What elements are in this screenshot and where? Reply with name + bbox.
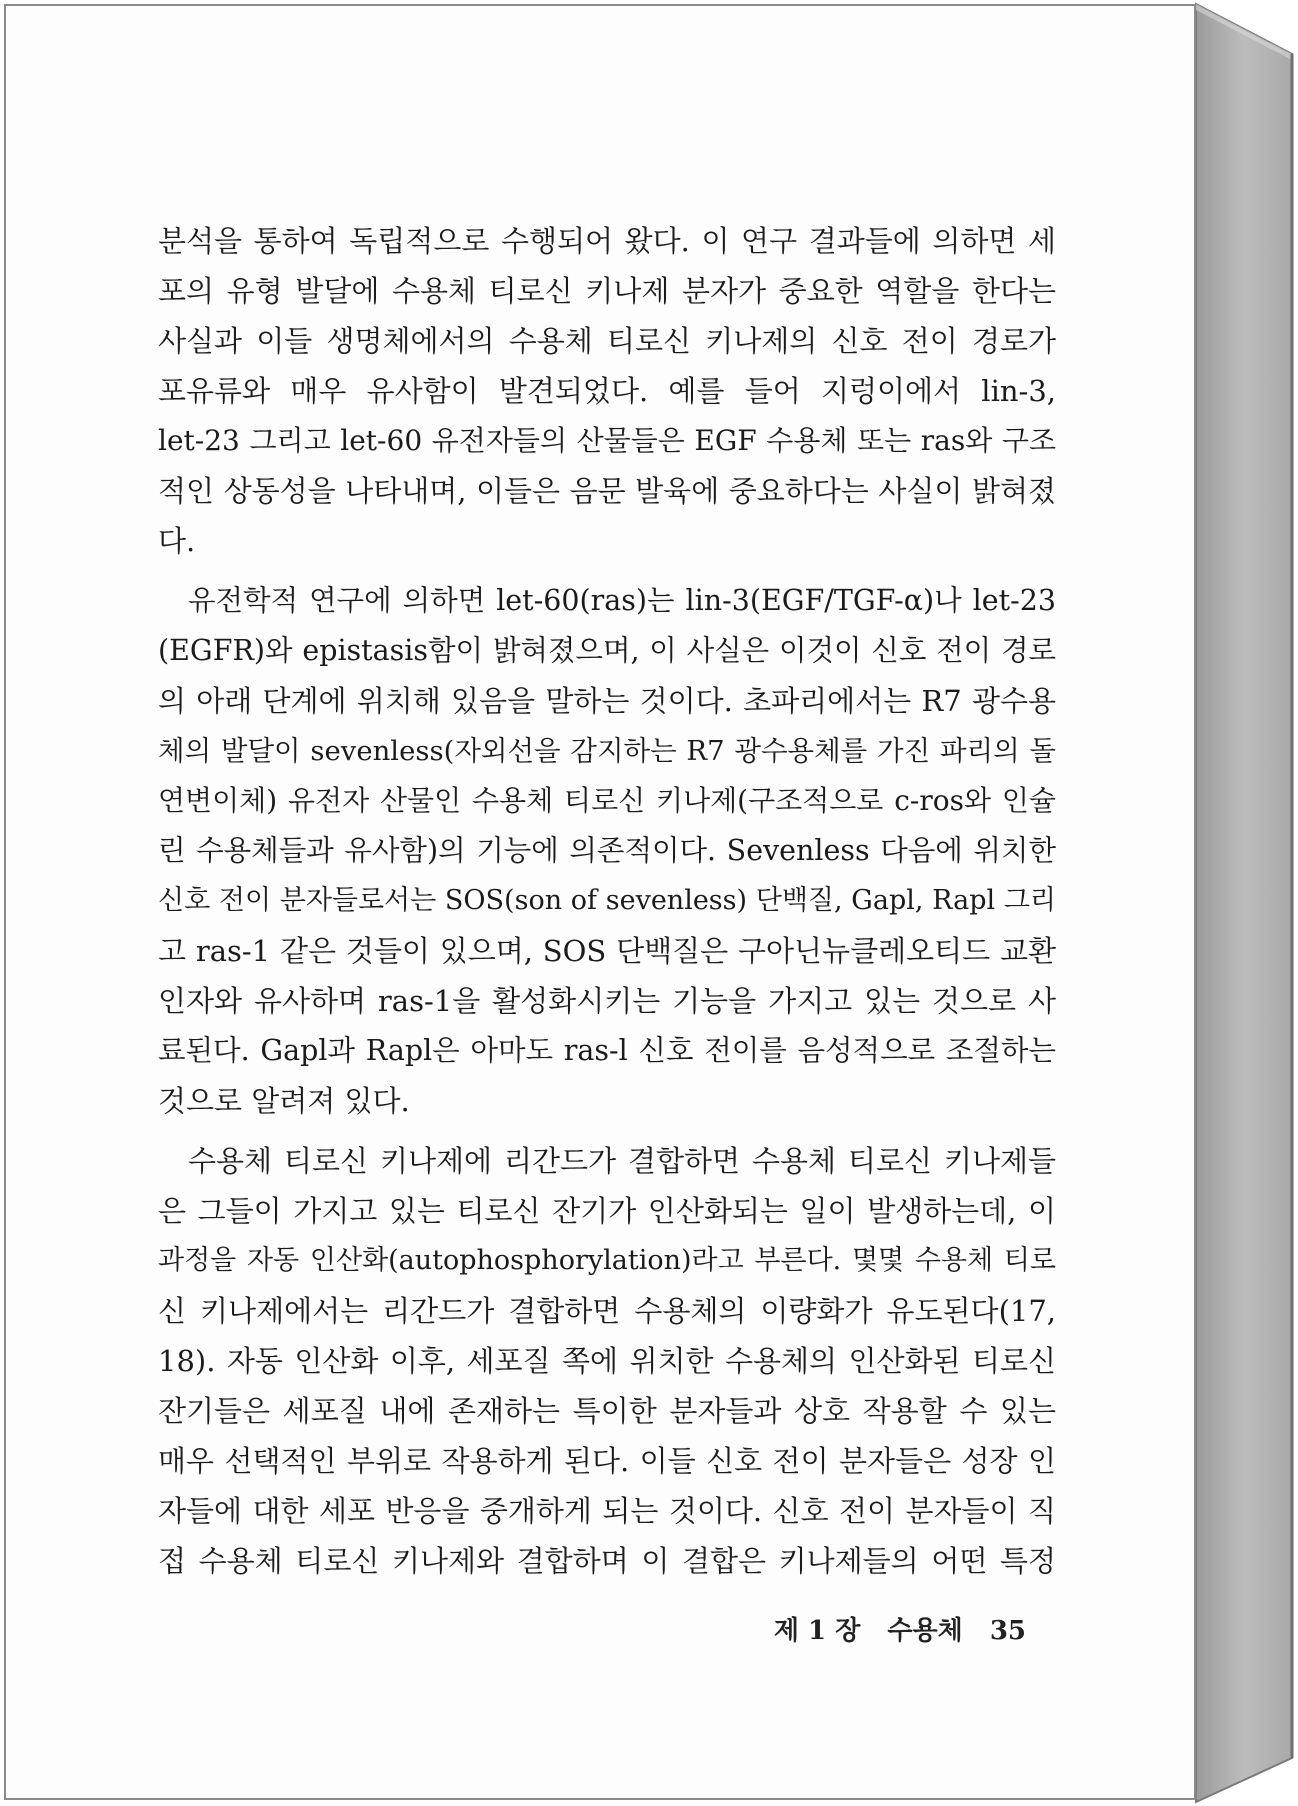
text-line: 체의 발달이 sevenless(자외선을 감지하는 R7 광수용체를 가진 파리의 돌	[158, 735, 1056, 767]
chapter-title: 수용체	[887, 1616, 963, 1646]
text-line: (EGFR)와 epistasis함이 밝혀졌으며, 이 사실은 이것이 신호 전이 경로	[158, 634, 1056, 667]
page-body-text	[158, 216, 1056, 1586]
text-line: 린 수용체들과 유사함)의 기능에 의존적이다. Sevenless 다음에 위치한	[158, 834, 1056, 867]
text-line: 의 아래 단계에 위치해 있음을 말하는 것이다. 초파리에서는 R7 광수용	[158, 684, 1056, 718]
paragraph-3	[158, 1136, 1056, 1586]
page-number: 35	[989, 1616, 1026, 1646]
text-line: 것으로 알려져 있다.	[158, 1084, 410, 1118]
text-line: 사실과 이들 생명체에서의 수용체 티로신 키나제의 신호 전이 경로가	[158, 324, 1056, 358]
text-line: 신 키나제에서는 리간드가 결합하면 수용체의 이량화가 유도된다(17,	[158, 1294, 1056, 1328]
text-line: 매우 선택적인 부위로 작용하게 된다. 이들 신호 전이 분자들은 성장 인	[158, 1444, 1056, 1478]
text-line: 료된다. Gapl과 Rapl은 아마도 ras-l 신호 전이를 음성적으로 조절하는	[158, 1034, 1056, 1067]
text-line: 적인 상동성을 나타내며, 이들은 음문 발육에 중요하다는 사실이 밝혀졌	[158, 474, 1056, 508]
text-line: 분석을 통하여 독립적으로 수행되어 왔다. 이 연구 결과들에 의하면 세	[158, 224, 1056, 258]
text-line: 자들에 대한 세포 반응을 중개하게 되는 것이다. 신호 전이 분자들이 직	[158, 1494, 1056, 1528]
text-line: 고 ras-1 같은 것들이 있으며, SOS 단백질은 구아닌뉴클레오티드 교환	[158, 934, 1056, 968]
text-line: 잔기들은 세포질 내에 존재하는 특이한 분자들과 상호 작용할 수 있는	[158, 1394, 1056, 1428]
text-line: let-23 그리고 let-60 유전자들의 산물들은 EGF 수용체 또는 ras와 구조	[158, 424, 1056, 457]
paragraph-1	[158, 216, 1056, 566]
text-line: 다.	[158, 524, 196, 558]
paragraph-2	[158, 576, 1056, 1126]
text-line: 은 그들이 가지고 있는 티로신 잔기가 인산화되는 일이 발생하는데, 이	[158, 1194, 1056, 1228]
text-line: 수용체 티로신 키나제에 리간드가 결합하면 수용체 티로신 키나제들	[188, 1144, 1056, 1178]
text-line: 과정을 자동 인산화(autophosphorylation)라고 부른다. 몇몇 수용체 티로	[158, 1245, 1056, 1276]
text-line: 18). 자동 인산화 이후, 세포질 쪽에 위치한 수용체의 인산화된 티로신	[158, 1344, 1056, 1378]
page-footer	[774, 1614, 1026, 1648]
text-line: 인자와 유사하며 ras-1을 활성화시키는 기능을 가지고 있는 것으로 사	[158, 984, 1056, 1018]
text-line: 연변이체) 유전자 산물인 수용체 티로신 키나제(구조적으로 c-ros와 인슐	[158, 784, 1056, 817]
text-line: 포의 유형 발달에 수용체 티로신 키나제 분자가 중요한 역할을 한다는	[158, 274, 1056, 308]
text-line: 접 수용체 티로신 키나제와 결합하며 이 결합은 키나제들의 어떤 특정	[158, 1544, 1056, 1578]
chapter-label: 제 1 장	[773, 1616, 861, 1646]
text-line: 신호 전이 분자들로서는 SOS(son of sevenless) 단백질, Gapl, Rapl 그리	[158, 885, 1056, 916]
text-line: 유전학적 연구에 의하면 let-60(ras)는 lin-3(EGF/TGF-α)나 let-23	[188, 584, 1056, 617]
text-line: 포유류와 매우 유사함이 발견되었다. 예를 들어 지렁이에서 lin-3,	[158, 374, 1056, 408]
